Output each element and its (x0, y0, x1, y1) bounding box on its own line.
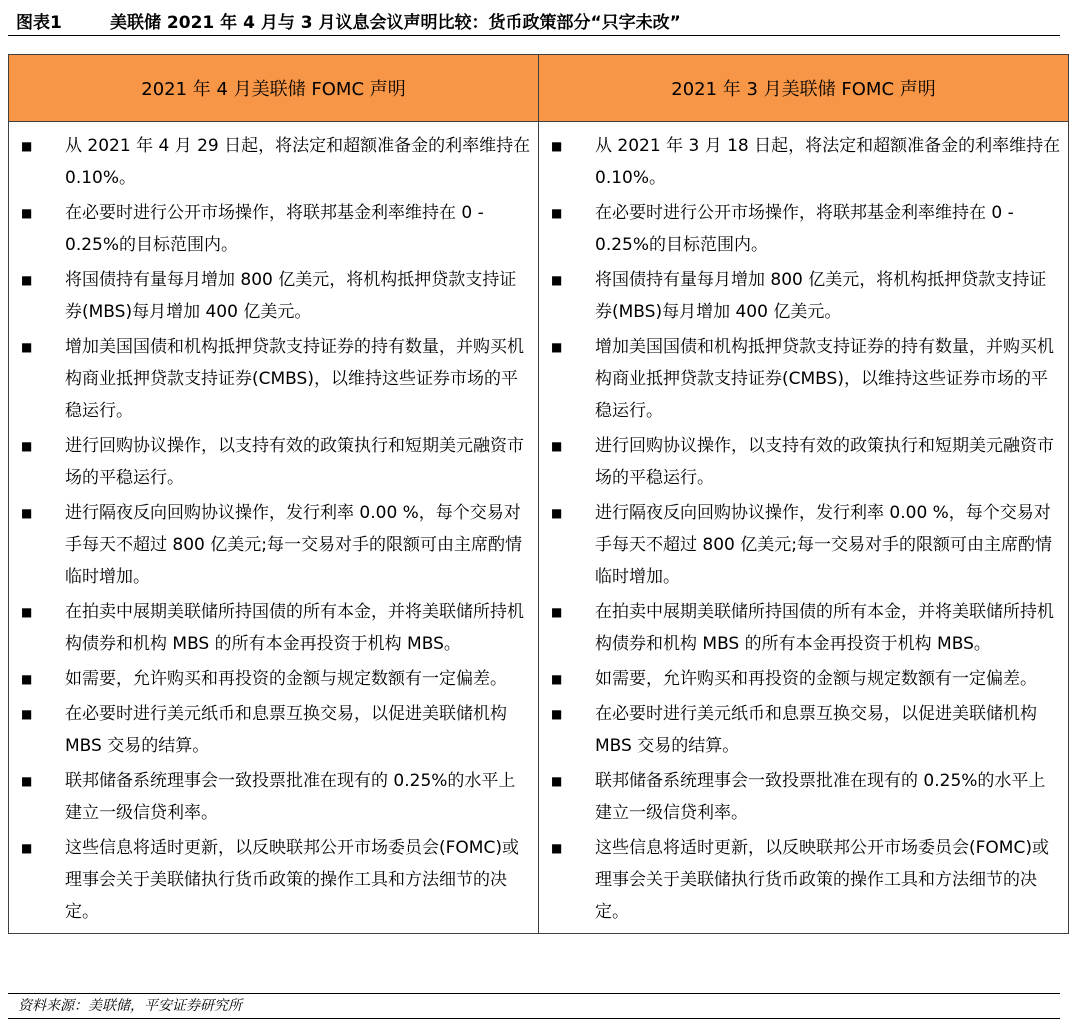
statement-item (539, 264, 1066, 328)
statement-item (9, 698, 536, 762)
statement-text: 从 2021 年 3 月 18 日起，将法定和超额准备金的利率维持在 0.10%。 (595, 136, 1061, 188)
figure-title: 美联储 2021 年 4 月与 3 月议息会议声明比较：货币政策部分“只字未改” (110, 13, 681, 33)
statement-item (9, 596, 536, 660)
statement-text: 在拍卖中展期美联储所持国债的所有本金，并将美联储所持机构债券和机构 MBS 的所有本金再投资于机构 MBS。 (65, 602, 524, 654)
column-march (539, 122, 1069, 934)
figure-label: 图表1 (16, 13, 62, 33)
table-body-row (9, 122, 1069, 934)
statement-item (539, 832, 1066, 928)
statement-text: 如需要，允许购买和再投资的金额与规定数额有一定偏差。 (65, 669, 507, 689)
statement-text: 进行回购协议操作，以支持有效的政策执行和短期美元融资市场的平稳运行。 (595, 436, 1054, 488)
column-header-april: 2021 年 4 月美联储 FOMC 声明 (9, 55, 539, 122)
statement-item (9, 130, 536, 194)
statement-item (9, 197, 536, 261)
statement-text: 进行隔夜反向回购协议操作，发行利率 0.00 %，每个交易对手每天不超过 800 亿美元;每一交易对手的限额可由主席酌情临时增加。 (595, 503, 1052, 587)
statement-item (9, 430, 536, 494)
square-bullet-icon: ■ (21, 206, 33, 220)
square-bullet-icon: ■ (21, 340, 33, 354)
statement-text: 联邦储备系统理事会一致投票批准在现有的 0.25%的水平上建立一级信贷利率。 (595, 771, 1046, 823)
statement-item (539, 497, 1066, 593)
column-april (9, 122, 539, 934)
statement-text: 这些信息将适时更新，以反映联邦公开市场委员会(FOMC)或理事会关于美联储执行货币政策的操作工具和方法细节的决定。 (595, 838, 1049, 922)
square-bullet-icon: ■ (21, 707, 33, 721)
statement-item (539, 130, 1066, 194)
square-bullet-icon: ■ (21, 506, 33, 520)
statement-text: 进行隔夜反向回购协议操作，发行利率 0.00 %，每个交易对手每天不超过 800 亿美元;每一交易对手的限额可由主席酌情临时增加。 (65, 503, 522, 587)
square-bullet-icon: ■ (551, 340, 563, 354)
statement-text: 从 2021 年 4 月 29 日起，将法定和超额准备金的利率维持在 0.10%。 (65, 136, 531, 188)
statement-item (9, 663, 536, 695)
statement-list-march (539, 122, 1068, 933)
square-bullet-icon: ■ (551, 139, 563, 153)
statement-text: 在必要时进行公开市场操作，将联邦基金利率维持在 0 - 0.25%的目标范围内。 (65, 203, 484, 255)
statement-text: 在必要时进行美元纸币和息票互换交易，以促进美联储机构 MBS 交易的结算。 (595, 704, 1037, 756)
square-bullet-icon: ■ (21, 605, 33, 619)
statement-text: 增加美国国债和机构抵押贷款支持证券的持有数量，并购买机构商业抵押贷款支持证券(CMBS)，以维持这些证券市场的平稳运行。 (595, 337, 1054, 421)
statement-text: 联邦储备系统理事会一致投票批准在现有的 0.25%的水平上建立一级信贷利率。 (65, 771, 516, 823)
statement-item (9, 832, 536, 928)
statement-text: 将国债持有量每月增加 800 亿美元，将机构抵押贷款支持证券(MBS)每月增加 400 亿美元。 (595, 270, 1047, 322)
figure-header (8, 7, 1060, 36)
statement-item (539, 197, 1066, 261)
statement-text: 在拍卖中展期美联储所持国债的所有本金，并将美联储所持机构债券和机构 MBS 的所有本金再投资于机构 MBS。 (595, 602, 1054, 654)
statement-text: 在必要时进行美元纸币和息票互换交易，以促进美联储机构 MBS 交易的结算。 (65, 704, 507, 756)
statement-text: 如需要，允许购买和再投资的金额与规定数额有一定偏差。 (595, 669, 1037, 689)
comparison-table (8, 54, 1069, 934)
square-bullet-icon: ■ (551, 672, 563, 686)
statement-item (539, 596, 1066, 660)
statement-list-april (9, 122, 538, 933)
table-header-row (9, 55, 1069, 122)
square-bullet-icon: ■ (551, 206, 563, 220)
square-bullet-icon: ■ (21, 774, 33, 788)
square-bullet-icon: ■ (551, 707, 563, 721)
statement-text: 增加美国国债和机构抵押贷款支持证券的持有数量，并购买机构商业抵押贷款支持证券(CMBS)，以维持这些证券市场的平稳运行。 (65, 337, 524, 421)
square-bullet-icon: ■ (551, 506, 563, 520)
square-bullet-icon: ■ (21, 139, 33, 153)
statement-item (9, 497, 536, 593)
statement-item (539, 765, 1066, 829)
statement-text: 这些信息将适时更新，以反映联邦公开市场委员会(FOMC)或理事会关于美联储执行货币政策的操作工具和方法细节的决定。 (65, 838, 519, 922)
square-bullet-icon: ■ (551, 605, 563, 619)
statement-item (9, 331, 536, 427)
square-bullet-icon: ■ (21, 273, 33, 287)
statement-item (539, 698, 1066, 762)
square-bullet-icon: ■ (551, 439, 563, 453)
statement-item (539, 663, 1066, 695)
square-bullet-icon: ■ (551, 774, 563, 788)
square-bullet-icon: ■ (21, 841, 33, 855)
statement-text: 进行回购协议操作，以支持有效的政策执行和短期美元融资市场的平稳运行。 (65, 436, 524, 488)
statement-text: 将国债持有量每月增加 800 亿美元，将机构抵押贷款支持证券(MBS)每月增加 400 亿美元。 (65, 270, 517, 322)
statement-item (9, 264, 536, 328)
source-text: 资料来源：美联储，平安证券研究所 (18, 998, 242, 1014)
source-note (8, 993, 1060, 1019)
statement-text: 在必要时进行公开市场操作，将联邦基金利率维持在 0 - 0.25%的目标范围内。 (595, 203, 1014, 255)
statement-item (9, 765, 536, 829)
square-bullet-icon: ■ (551, 273, 563, 287)
statement-item (539, 331, 1066, 427)
square-bullet-icon: ■ (21, 672, 33, 686)
square-bullet-icon: ■ (21, 439, 33, 453)
statement-item (539, 430, 1066, 494)
column-header-march: 2021 年 3 月美联储 FOMC 声明 (539, 55, 1069, 122)
square-bullet-icon: ■ (551, 841, 563, 855)
